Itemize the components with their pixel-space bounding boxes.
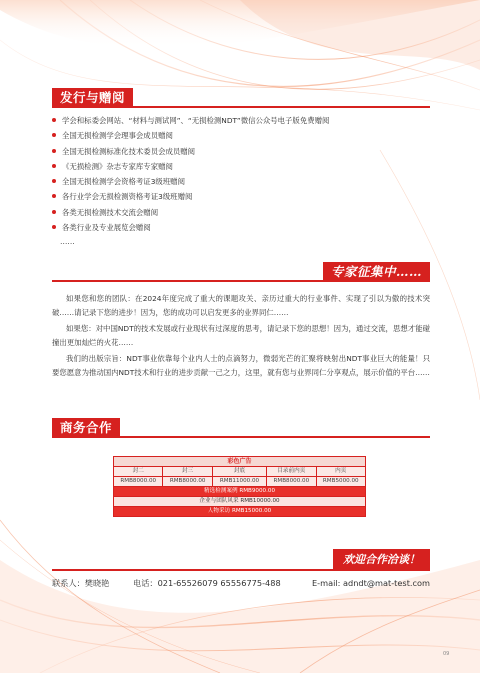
bullet-icon: [52, 133, 56, 137]
experts-paragraph: 如果您和您的团队：在2024年度完成了重大的课题攻关、亲历过重大的行业事件、实现了引以为傲的技术突破……请记录下您的进步！因为，您的成功可以启发更多的业界同仁……: [52, 294, 430, 317]
table-cell: 目录前内页: [267, 467, 316, 477]
contact-email[interactable]: E-mail: adndt@mat-test.com: [312, 578, 430, 588]
table-cell: RMB8000.00: [114, 477, 163, 487]
table-cell: 封底: [212, 467, 266, 477]
table-row: 精选检测案例 RMB9000.00: [114, 487, 366, 497]
list-item: 全国无损检测学会理事会成员赠阅: [52, 128, 329, 143]
bullet-icon: [52, 118, 56, 122]
table-row: 人物采访 RMB15000.00: [114, 507, 366, 517]
distribution-rule: [52, 106, 430, 108]
business-title: 商务合作: [52, 418, 120, 438]
distribution-ellipsis: ……: [60, 237, 75, 246]
experts-paragraph: 如果您：对中国NDT的技术发展或行业现状有过深度的思考，请记录下您的思想！因为，通过交流，思想才能碰撞出更加灿烂的火花……: [52, 324, 430, 347]
contact-phone: 电话：021-65526079 65556775-488: [133, 578, 281, 588]
business-rule: [52, 436, 430, 438]
bullet-icon: [52, 149, 56, 153]
table-cell: RMB8000.00: [267, 477, 316, 487]
bullet-icon: [52, 179, 56, 183]
table-header: 彩色广告: [114, 457, 366, 467]
page-number: 09: [443, 651, 450, 657]
bullet-icon: [52, 225, 56, 229]
cooperation-slogan: 欢迎合作洽谈！: [333, 549, 430, 571]
list-item: 各类行业及专业展览会赠阅: [52, 220, 329, 235]
bullet-icon: [52, 164, 56, 168]
ad-price-table: [113, 456, 366, 517]
list-item: 全国无损检测学会资格考证3级班赠阅: [52, 174, 329, 189]
experts-title: 专家征集中……: [323, 262, 430, 282]
distribution-title: 发行与赠阅: [52, 88, 133, 108]
table-cell: RMB11000.00: [212, 477, 266, 487]
table-row: 企业与团队风采 RMB10000.00: [114, 497, 366, 507]
table-cell: 内页: [316, 467, 365, 477]
experts-paragraph: 我们的出版宗旨：NDT事业依靠每个业内人士的点滴努力，微弱光芒的汇聚将映射出NDT事业巨大的能量！只要您愿意为推动国内NDT技术和行业的进步贡献一己之力，这里，就有您与业界同仁分享观点，展示价值的平台……: [52, 354, 430, 377]
list-item: 《无损检测》杂志专家库专家赠阅: [52, 159, 329, 174]
bullet-icon: [52, 210, 56, 214]
contact-person: 联系人：樊晓艳: [52, 578, 110, 588]
list-item: 学会和标委会网站、“材料与测试网”、“无损检测NDT”微信公众号电子版免费赠阅: [52, 113, 329, 128]
table-cell: RMB5000.00: [316, 477, 365, 487]
table-cell: 封三: [163, 467, 212, 477]
list-item: 各类无损检测技术交流会赠阅: [52, 205, 329, 220]
bullet-icon: [52, 194, 56, 198]
list-item: 各行业学会无损检测资格考证3级班赠阅: [52, 189, 329, 204]
table-cell: RMB8000.00: [163, 477, 212, 487]
table-cell: 封二: [114, 467, 163, 477]
list-item: 全国无损检测标准化技术委员会成员赠阅: [52, 144, 329, 159]
distribution-list: [52, 113, 329, 235]
